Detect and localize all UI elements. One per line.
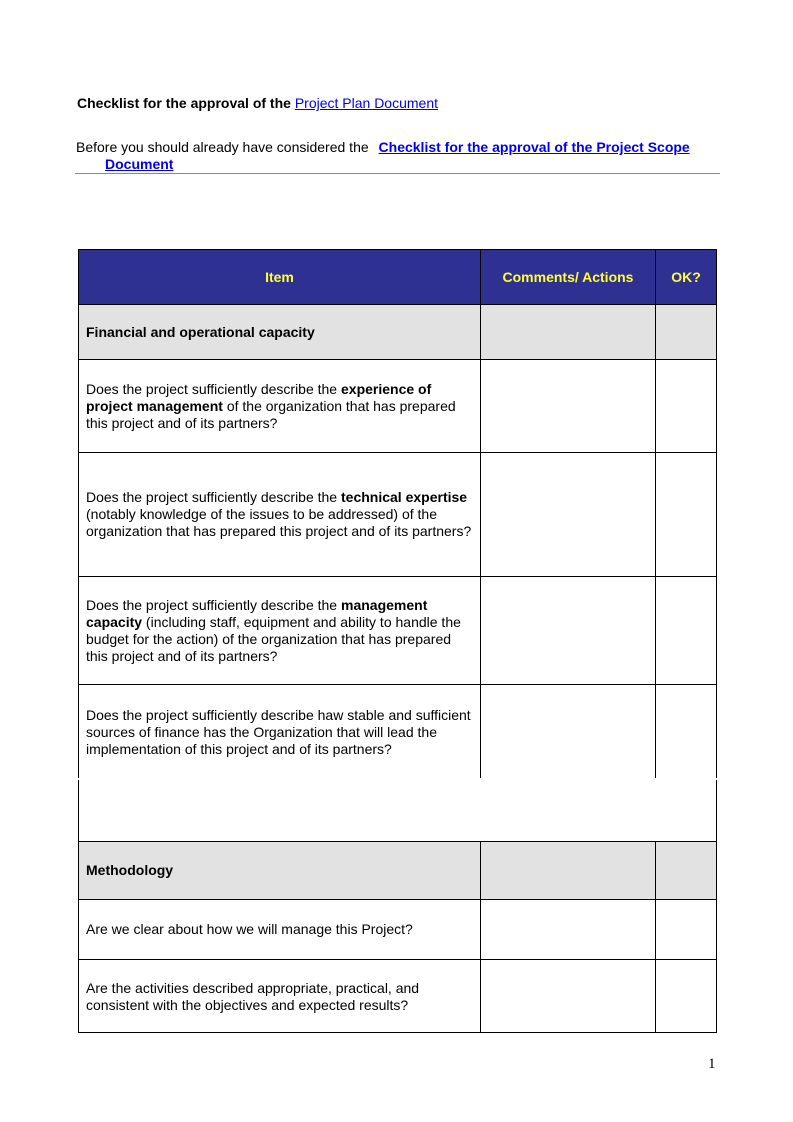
question-text: Does the project sufficiently describe the <box>86 596 341 613</box>
question-text-rest: (including staff, equipment and ability to handle the budget for the action) of the organization that has prepared this project and of its partners? <box>86 613 461 664</box>
checklist-table-continued <box>78 841 717 1033</box>
comments-cell[interactable] <box>481 960 656 1033</box>
question-cell <box>79 577 481 685</box>
intro-paragraph <box>76 139 720 173</box>
intro-text: Before you should already have considered the <box>76 139 373 155</box>
title-prefix: Checklist for the approval of the <box>77 95 295 111</box>
table-row <box>79 685 717 778</box>
comments-cell[interactable] <box>481 360 656 453</box>
comments-cell[interactable] <box>481 453 656 577</box>
ok-cell[interactable] <box>656 453 717 577</box>
page-break-gap <box>78 780 717 842</box>
ok-cell[interactable] <box>656 577 717 685</box>
question-emphasis: technical expertise <box>341 489 468 505</box>
question-text: Does the project sufficiently describe the <box>86 489 341 505</box>
checklist-table <box>78 249 717 778</box>
scope-checklist-link[interactable]: Checklist for the approval of the Project Scope <box>378 139 690 155</box>
comments-cell[interactable] <box>481 577 656 685</box>
horizontal-divider <box>75 173 720 174</box>
question-emphasis: management capacity <box>86 596 428 630</box>
ok-cell[interactable] <box>656 685 717 778</box>
section-row-methodology <box>79 842 717 900</box>
question-cell <box>79 685 481 778</box>
column-header-ok: OK? <box>656 250 717 305</box>
section-comments-cell <box>481 305 656 360</box>
question-text: Are the activities described appropriate, practical, and consistent with the objectives and expected results? <box>86 980 420 1013</box>
question-cell <box>79 453 481 577</box>
section-title: Financial and operational capacity <box>79 305 481 360</box>
question-text: Are we clear about how we will manage this Project? <box>86 921 413 937</box>
ok-cell[interactable] <box>656 360 717 453</box>
section-ok-cell <box>656 305 717 360</box>
table-row <box>79 577 717 685</box>
section-row-financial <box>79 305 717 360</box>
table-header-row <box>79 250 717 305</box>
document-title <box>77 95 438 111</box>
column-header-item: Item <box>79 250 481 305</box>
section-ok-cell <box>656 842 717 900</box>
table-row <box>79 360 717 453</box>
question-cell <box>79 900 481 960</box>
question-cell <box>79 960 481 1033</box>
table-row <box>79 960 717 1033</box>
question-cell <box>79 360 481 453</box>
comments-cell[interactable] <box>481 685 656 778</box>
column-header-comments: Comments/ Actions <box>481 250 656 305</box>
question-text-rest: of the organization that has prepared this project and of its partners? <box>86 397 456 431</box>
ok-cell[interactable] <box>656 960 717 1033</box>
section-comments-cell <box>481 842 656 900</box>
table-row <box>79 453 717 577</box>
page-number: 1 <box>708 1056 716 1072</box>
scope-checklist-link-continued[interactable]: Document <box>105 156 174 172</box>
question-text-rest: (notably knowledge of the issues to be addressed) of the organization that has prepared this project and of its partners? <box>86 506 472 539</box>
question-text: Does the project sufficiently describe the <box>86 380 341 397</box>
section-title: Methodology <box>79 842 481 900</box>
question-text: Does the project sufficiently describe haw stable and sufficient sources of finance has the Organization that will lead the implementation of this project and of its partners? <box>86 707 471 757</box>
comments-cell[interactable] <box>481 900 656 960</box>
table-row <box>79 900 717 960</box>
project-plan-document-link[interactable]: Project Plan Document <box>294 95 439 111</box>
question-emphasis: experience of project management <box>86 380 432 414</box>
ok-cell[interactable] <box>656 900 717 960</box>
